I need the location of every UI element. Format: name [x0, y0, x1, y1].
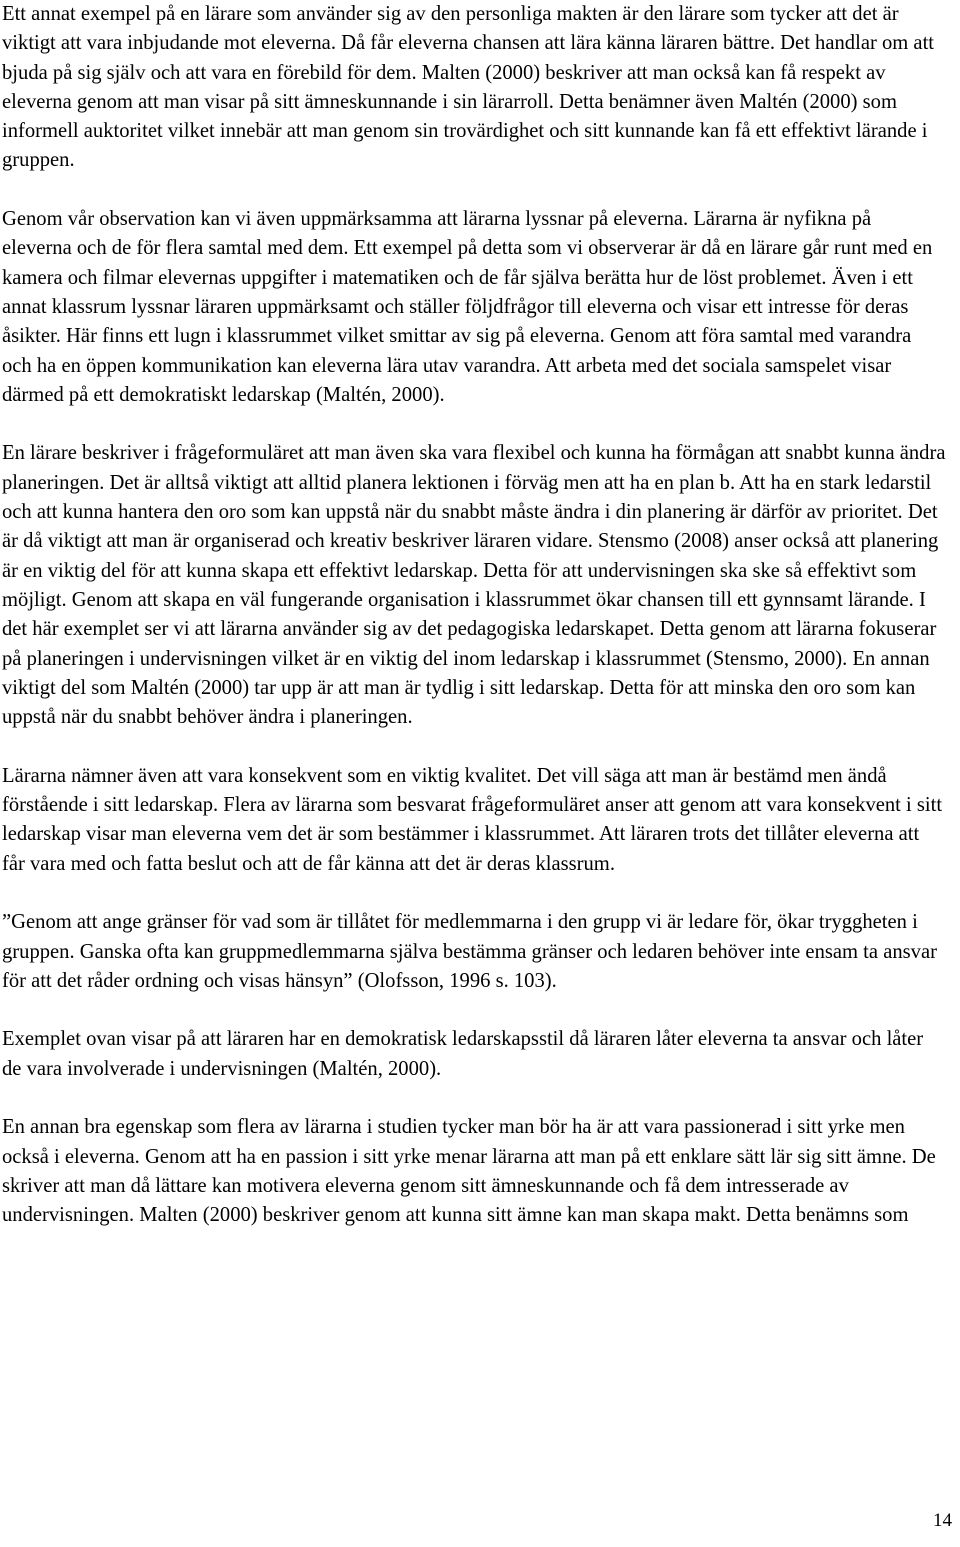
paragraph-flexibility-planning: En lärare beskriver i frågeformuläret att man även ska vara flexibel och kunna ha förmågan att snabbt kunna ändra planeringen. Det är alltså viktigt att alltid planera lektionen i förväg men att ha en plan b. Att ha en stark ledarstil och att kunna hantera den oro som kan uppstå när du snabbt måste ändra i din planering är därför av prioritet. Det är då viktigt att man är organiserad och kreativ beskriver läraren vidare. Stensmo (2008) anser också att planering är en viktig del för att kunna skapa ett effektivt ledarskap. Detta för att undervisningen ska ske så effektivt som möjligt. Genom att skapa en väl fungerande organisation i klassrummet ökar chansen till ett gynnsamt lärande. I det här exemplet ser vi att lärarna använder sig av det pedagogiska ledarskapet. Detta genom att lärarna fokuserar på planeringen i undervisningen vilket är en viktig del inom ledarskap i klassrummet (Stensmo, 2000). En annan viktigt del som Maltén (2000) tar upp är att man är tydlig i sitt ledarskap. Detta för att minska den oro som kan uppstå när du snabbt behöver ändra i planeringen. [2, 442, 946, 729]
paragraph-observation-listening: Genom vår observation kan vi även uppmärksamma att lärarna lyssnar på eleverna. Lärarna är nyfikna på eleverna och de för flera samtal med dem. Ett exempel på detta som vi observerar är då en lärare går runt med en kamera och filmar elevernas uppgifter i matematiken och de får själva berätta hur de löst problemet. Även i ett annat klassrum lyssnar läraren uppmärksamt och ställer följdfrågor till eleverna och visar ett intresse för deras åsikter. Här finns ett lugn i klassrummet vilket smittar av sig på eleverna. Genom att föra samtal med varandra och ha en öppen kommunikation kan eleverna lära utav varandra. Att arbeta med det sociala samspelet visar därmed på ett demokratiskt ledarskap (Maltén, 2000). [2, 208, 933, 406]
paragraph-passion: En annan bra egenskap som flera av lärarna i studien tycker man bör ha är att vara passionerad i sitt yrke men också i eleverna. Genom att ha en passion i sitt yrke menar lärarna att man på ett enklare sätt lär sig sitt ämne. De skriver att man då lättare kan motivera eleverna genom sitt ämneskunnande och få dem intresserade av undervisningen. Malten (2000) beskriver genom att kunna sitt ämne kan man skapa makt. Detta benämns som [2, 1116, 936, 1227]
paragraph-democratic-style: Exemplet ovan visar på att läraren har en demokratisk ledarskapsstil då läraren låter eleverna ta ansvar och låter de vara involverade i undervisningen (Maltén, 2000). [2, 1028, 924, 1080]
block-quote-olofsson: ”Genom att ange gränser för vad som är tillåtet för medlemmarna i den grupp vi är ledare för, ökar tryggheten i gruppen. Ganska ofta kan gruppmedlemmarna själva bestämma gränser och ledaren behöver inte ensam ta ansvar för att det råder ordning och visas hänsyn” (Olofsson, 1996 s. 103). [2, 911, 937, 992]
paragraph-consistency: Lärarna nämner även att vara konsekvent som en viktig kvalitet. Det vill säga att man är bestämd men ändå förstående i sitt ledarskap. Flera av lärarna som besvarat frågeformuläret anser att genom att vara konsekvent i sitt ledarskap visar man eleverna vem det är som bestämmer i klassrummet. Att läraren trots det tillåter eleverna att får vara med och fatta beslut och att de får känna att det är deras klassrum. [2, 764, 943, 875]
page-number: 14 [933, 1510, 952, 1531]
paragraph-personal-power: Ett annat exempel på en lärare som använder sig av den personliga makten är den lärare som tycker att det är viktigt att vara inbjudande mot eleverna. Då får eleverna chansen att lära känna läraren bättre. Det handlar om att bjuda på sig själv och att vara en förebild för dem. Malten (2000) beskriver att man också kan få respekt av eleverna genom att man visar på sitt ämneskunnande i sin lärarroll. Detta benämner även Maltén (2000) som informell auktoritet vilket innebär att man genom sin trovärdighet och sitt kunnande kan få ett effektivt lärande i gruppen. [2, 3, 935, 172]
